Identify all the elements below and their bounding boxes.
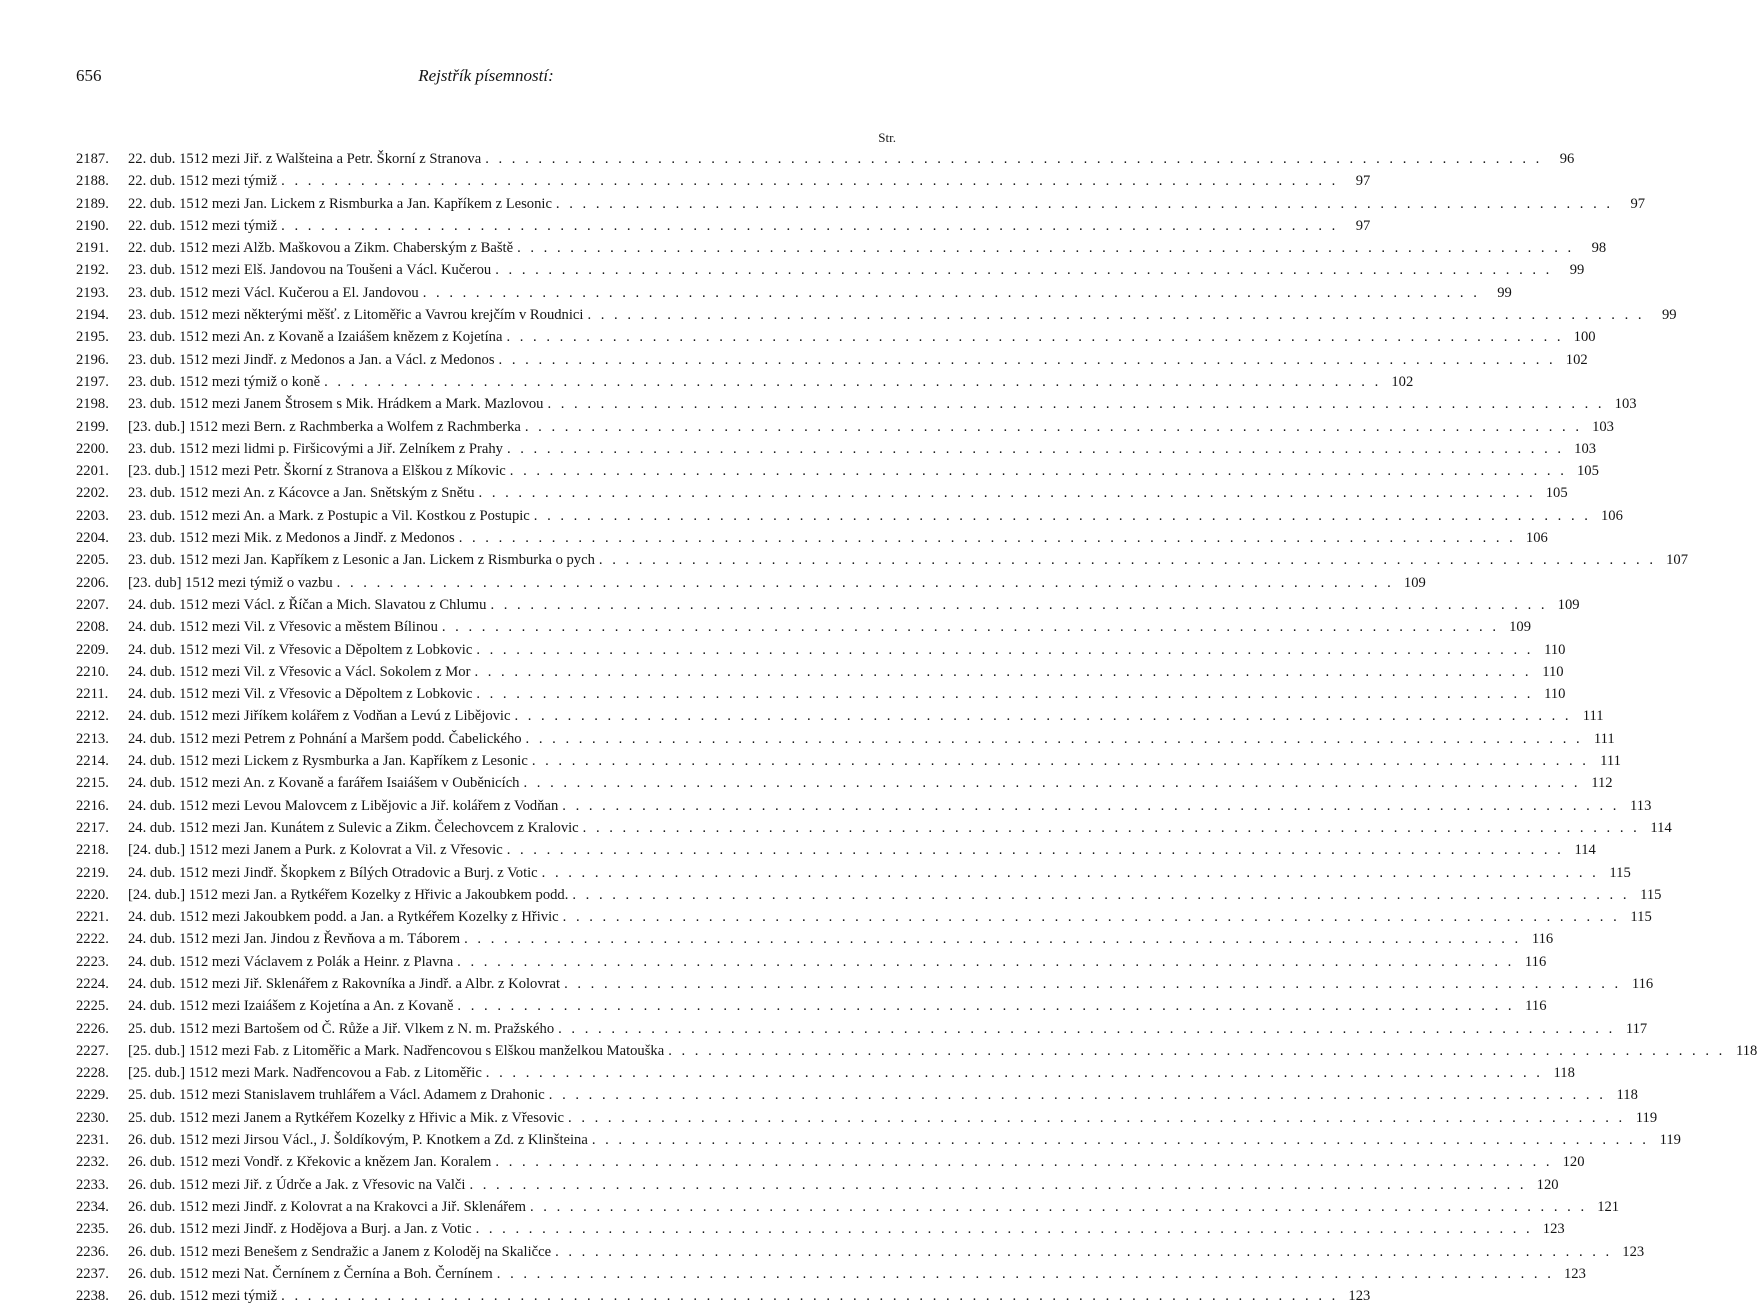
entry-page-number: 123 <box>1622 1243 1645 1260</box>
entry-page-number: 116 <box>1631 975 1654 992</box>
dot-leader <box>559 906 1620 928</box>
dot-leader <box>526 1196 1587 1218</box>
entry-page-number: 119 <box>1635 1109 1658 1126</box>
entry-description: 23. dub. 1512 mezi týmiž o koně <box>128 373 321 390</box>
entry-number: 2203. <box>76 507 109 524</box>
dot-leader <box>513 237 1574 259</box>
entry-page-number: 102 <box>1391 373 1414 390</box>
entry-description: 24. dub. 1512 mezi Lickem z Rysmburka a Jan. Kapříkem z Lesonic <box>128 753 528 770</box>
dot-leader <box>528 750 1589 772</box>
entry-number: 2207. <box>76 596 109 613</box>
entry-page-number: 98 <box>1591 240 1607 257</box>
register-entry <box>76 928 1554 950</box>
entry-description: 22. dub. 1512 mezi Jan. Lickem z Rismburka a Jan. Kapříkem z Lesonic <box>128 195 552 212</box>
entry-number: 2209. <box>76 641 109 658</box>
entry-page-number: 120 <box>1536 1176 1559 1193</box>
dot-leader <box>503 438 1564 460</box>
entry-number: 2232. <box>76 1154 109 1171</box>
dot-leader <box>481 148 1542 170</box>
entry-number: 2231. <box>76 1132 109 1149</box>
page-header <box>76 66 896 90</box>
entry-number: 2200. <box>76 440 109 457</box>
register-entry <box>76 282 1512 304</box>
dot-leader <box>521 416 1582 438</box>
dot-leader <box>538 862 1599 884</box>
register-entry <box>76 884 1662 906</box>
register-entry <box>76 237 1607 259</box>
register-entry <box>76 1107 1658 1129</box>
register-entry <box>76 1129 1681 1151</box>
register-entry <box>76 482 1568 504</box>
register-entry <box>76 1040 1757 1062</box>
dot-leader <box>558 795 1619 817</box>
entry-number: 2190. <box>76 217 109 234</box>
entry-page-number: 99 <box>1569 262 1585 279</box>
entry-description: 24. dub. 1512 mezi Jiříkem kolářem z Vodňan a Levú z Libějovic <box>128 708 511 725</box>
entry-page-number: 106 <box>1601 507 1623 524</box>
entry-description: 23. dub. 1512 mezi Václ. Kučerou a El. Jandovou <box>128 284 419 301</box>
entry-description: 26. dub. 1512 mezi Jindř. z Kolovrat a na Krakovci a Jiř. Sklenářem <box>128 1198 526 1215</box>
register-entry <box>76 215 1371 237</box>
register-list <box>76 148 1757 1307</box>
entry-description: [24. dub.] 1512 mezi Janem a Purk. z Kolovrat a Vil. z Vřesovic <box>128 842 503 859</box>
dot-leader <box>277 215 1338 237</box>
entry-page-number: 99 <box>1661 307 1677 324</box>
entry-number: 2224. <box>76 975 109 992</box>
entry-page-number: 113 <box>1630 797 1652 814</box>
dot-leader <box>475 482 1536 504</box>
entry-number: 2198. <box>76 396 109 413</box>
entry-description: 24. dub. 1512 mezi Vil. z Vřesovic a Děpoltem z Lobkovic <box>128 686 473 703</box>
entry-page-number: 105 <box>1545 485 1568 502</box>
entry-description: 25. dub. 1512 mezi Janem a Rytkéřem Kozelky z Hřivic a Mik. z Vřesovic <box>128 1109 565 1126</box>
dot-leader <box>472 1218 1533 1240</box>
entry-number: 2205. <box>76 552 109 569</box>
dot-leader <box>277 170 1338 192</box>
entry-number: 2235. <box>76 1221 109 1238</box>
entry-number: 2212. <box>76 708 109 725</box>
dot-leader <box>568 884 1629 906</box>
entry-number: 2194. <box>76 307 109 324</box>
entry-number: 2217. <box>76 819 109 836</box>
register-entry <box>76 572 1426 594</box>
entry-number: 2227. <box>76 1042 109 1059</box>
entry-description: [25. dub.] 1512 mezi Fab. z Litoměřic a Mark. Nadřencovou s Elškou manželkou Matouška <box>128 1042 665 1059</box>
entry-number: 2191. <box>76 240 109 257</box>
entry-page-number: 114 <box>1574 842 1596 859</box>
register-entry <box>76 772 1613 794</box>
entry-number: 2233. <box>76 1176 109 1193</box>
dot-leader <box>588 1129 1649 1151</box>
register-entry <box>76 326 1596 348</box>
register-entry <box>76 349 1588 371</box>
entry-description: 24. dub. 1512 mezi Jiř. Sklenářem z Rakovníka a Jindř. a Albr. z Kolovrat <box>128 975 561 992</box>
entry-number: 2228. <box>76 1065 109 1082</box>
dot-leader <box>482 1062 1543 1084</box>
entry-page-number: 111 <box>1600 753 1621 770</box>
register-entry <box>76 1151 1585 1173</box>
entry-number: 2188. <box>76 173 109 190</box>
entry-number: 2225. <box>76 998 109 1015</box>
dot-leader <box>460 928 1521 950</box>
entry-description: 24. dub. 1512 mezi Jan. Kunátem z Sulevic a Zikm. Čelechovcem z Kralovic <box>128 819 579 836</box>
entry-description: 24. dub. 1512 mezi Izaiášem z Kojetína a An. z Kovaně <box>128 998 454 1015</box>
entry-description: 26. dub. 1512 mezi Jirsou Václ., J. Šoldíkovým, P. Knotkem a Zd. z Klinšteina <box>128 1132 588 1149</box>
register-entry <box>76 1263 1586 1285</box>
dot-leader <box>333 572 1394 594</box>
entry-number: 2201. <box>76 463 109 480</box>
entry-page-number: 109 <box>1509 619 1531 636</box>
dot-leader <box>506 460 1567 482</box>
entry-description: 23. dub. 1512 mezi An. z Kácovce a Jan. Snětským z Snětu <box>128 485 475 502</box>
entry-description: 24. dub. 1512 mezi Petrem z Pohnání a Maršem podd. Čabelického <box>128 730 522 747</box>
register-entry <box>76 460 1599 482</box>
entry-number: 2197. <box>76 373 109 390</box>
register-entry <box>76 683 1566 705</box>
entry-page-number: 123 <box>1348 1288 1371 1305</box>
entry-number: 2204. <box>76 530 109 547</box>
entry-page-number: 115 <box>1609 864 1631 881</box>
dot-leader <box>495 349 1556 371</box>
running-title: Rejstřík písemností: <box>418 66 554 85</box>
entry-page-number: 105 <box>1576 463 1599 480</box>
entry-description: [23. dub] 1512 mezi týmiž o vazbu <box>128 574 333 591</box>
dot-leader <box>522 728 1583 750</box>
dot-leader <box>664 1040 1725 1062</box>
register-entry <box>76 416 1614 438</box>
entry-description: 23. dub. 1512 mezi An. a Mark. z Postupic a Vil. Kostkou z Postupic <box>128 507 530 524</box>
entry-page-number: 118 <box>1616 1087 1638 1104</box>
entry-description: [23. dub.] 1512 mezi Bern. z Rachmberka a Wolfem z Rachmberka <box>128 418 521 435</box>
entry-description: 24. dub. 1512 mezi Václ. z Říčan a Mich. Slavatou z Chlumu <box>128 596 487 613</box>
entry-number: 2216. <box>76 797 109 814</box>
entry-page-number: 99 <box>1497 284 1512 301</box>
register-entry <box>76 371 1414 393</box>
dot-leader <box>493 1263 1554 1285</box>
dot-leader <box>551 1241 1612 1263</box>
register-entry <box>76 1218 1565 1240</box>
entry-description: 25. dub. 1512 mezi Stanislavem truhlářem a Václ. Adamem z Drahonic <box>128 1087 545 1104</box>
register-entry <box>76 639 1566 661</box>
register-entry <box>76 906 1652 928</box>
register-entry <box>76 750 1621 772</box>
register-entry <box>76 193 1646 215</box>
page-column-heading: Str. <box>878 130 896 145</box>
entry-number: 2210. <box>76 663 109 680</box>
entry-description: 23. dub. 1512 mezi Jan. Kapříkem z Lesonic a Jan. Lickem z Rismburka o pych <box>128 552 595 569</box>
entry-description: 23. dub. 1512 mezi lidmi p. Firšicovými a Jiř. Zelníkem z Prahy <box>128 440 503 457</box>
entry-description: 26. dub. 1512 mezi Jiř. z Údrče a Jak. z Vřesovic na Valči <box>128 1176 466 1193</box>
register-entry <box>76 817 1672 839</box>
register-entry <box>76 527 1548 549</box>
entry-number: 2195. <box>76 329 109 346</box>
entry-page-number: 114 <box>1650 819 1672 836</box>
register-entry <box>76 839 1596 861</box>
entry-page-number: 116 <box>1525 998 1547 1015</box>
entry-description: 22. dub. 1512 mezi týmiž <box>128 173 278 190</box>
dot-leader <box>502 326 1563 348</box>
dot-leader <box>579 817 1640 839</box>
entry-number: 2193. <box>76 284 109 301</box>
entry-number: 2218. <box>76 842 109 859</box>
entry-page-number: 120 <box>1562 1154 1585 1171</box>
dot-leader <box>510 705 1571 727</box>
entry-description: 25. dub. 1512 mezi Bartošem od Č. Růže a Jiř. Vlkem z N. m. Pražského <box>128 1020 555 1037</box>
register-entry <box>76 393 1637 415</box>
entry-page-number: 119 <box>1659 1132 1681 1149</box>
register-entry <box>76 1241 1645 1263</box>
register-entry <box>76 1084 1638 1106</box>
entry-page-number: 123 <box>1563 1265 1586 1282</box>
dot-leader <box>491 1151 1552 1173</box>
register-entry <box>76 148 1575 170</box>
entry-page-number: 97 <box>1630 195 1646 212</box>
register-entry <box>76 1285 1371 1307</box>
entry-number: 2187. <box>76 151 109 167</box>
entry-number: 2214. <box>76 753 109 770</box>
entry-description: 26. dub. 1512 mezi Nat. Černínem z Černína a Boh. Černínem <box>128 1265 493 1282</box>
entry-description: 23. dub. 1512 mezi Janem Štrosem s Mik. Hrádkem a Mark. Mazlovou <box>128 396 544 413</box>
dot-leader <box>320 371 1381 393</box>
entry-page-number: 112 <box>1591 775 1613 792</box>
entry-page-number: 97 <box>1355 173 1371 190</box>
entry-page-number: 118 <box>1735 1042 1757 1059</box>
entry-page-number: 103 <box>1614 396 1637 413</box>
entry-number: 2230. <box>76 1109 109 1126</box>
dot-leader <box>543 393 1604 415</box>
dot-leader <box>486 594 1547 616</box>
dot-leader <box>519 772 1580 794</box>
dot-leader <box>595 549 1656 571</box>
entry-number: 2199. <box>76 418 109 435</box>
entry-number: 2215. <box>76 775 109 792</box>
register-entry <box>76 438 1597 460</box>
entry-description: 24. dub. 1512 mezi Jan. Jindou z Řevňova a m. Táborem <box>128 931 461 948</box>
register-entry <box>76 862 1631 884</box>
register-entry <box>76 1196 1620 1218</box>
entry-description: [25. dub.] 1512 mezi Mark. Nadřencovou a Fab. z Litoměřic <box>128 1065 482 1082</box>
register-entry <box>76 995 1547 1017</box>
entry-page-number: 102 <box>1565 351 1588 368</box>
register-entry <box>76 505 1623 527</box>
entry-page-number: 115 <box>1630 909 1652 926</box>
entry-number: 2192. <box>76 262 109 279</box>
dot-leader <box>472 683 1533 705</box>
register-entry <box>76 728 1615 750</box>
entry-number: 2236. <box>76 1243 109 1260</box>
entry-number: 2221. <box>76 909 109 926</box>
entry-description: 22. dub. 1512 mezi Jiř. z Walšteina a Petr. Škorní z Stranova <box>128 151 482 167</box>
dot-leader <box>583 304 1644 326</box>
entry-page-number: 110 <box>1542 663 1564 680</box>
entry-number: 2202. <box>76 485 109 502</box>
entry-page-number: 118 <box>1553 1065 1575 1082</box>
entry-description: 24. dub. 1512 mezi Vil. z Vřesovic a Václ. Sokolem z Mor <box>128 663 471 680</box>
register-entry <box>76 973 1654 995</box>
entry-number: 2222. <box>76 931 109 948</box>
entry-page-number: 116 <box>1524 953 1547 970</box>
entry-description: [23. dub.] 1512 mezi Petr. Škorní z Stranova a Elškou z Míkovic <box>128 463 506 480</box>
entry-page-number: 111 <box>1593 730 1615 747</box>
entry-page-number: 103 <box>1592 418 1614 435</box>
entry-number: 2238. <box>76 1288 109 1305</box>
entry-page-number: 97 <box>1355 217 1371 234</box>
entry-number: 2213. <box>76 730 109 747</box>
register-entry <box>76 661 1564 683</box>
entry-description: 24. dub. 1512 mezi Jakoubkem podd. a Jan. a Rytkéřem Kozelky z Hřivic <box>128 909 559 926</box>
register-entry <box>76 549 1688 571</box>
dot-leader <box>560 973 1621 995</box>
entry-description: 23. dub. 1512 mezi některými měšť. z Litoměřic a Vavrou krejčím v Roudnici <box>128 307 584 324</box>
entry-description: 24. dub. 1512 mezi Vil. z Vřesovic a městem Bílinou <box>128 619 438 636</box>
entry-description: 23. dub. 1512 mezi Jindř. z Medonos a Jan. a Václ. z Medonos <box>128 351 495 368</box>
entry-description: 24. dub. 1512 mezi An. z Kovaně a farářem Isaiášem v Ouběnicích <box>128 775 520 792</box>
register-entry <box>76 795 1652 817</box>
dot-leader <box>530 505 1591 527</box>
entry-description: [24. dub.] 1512 mezi Jan. a Rytkéřem Kozelky z Hřivic a Jakoubkem podd. <box>128 886 569 903</box>
register-entry <box>76 594 1580 616</box>
register-entry <box>76 705 1604 727</box>
entry-page-number: 121 <box>1597 1198 1620 1215</box>
entry-page-number: 100 <box>1573 329 1596 346</box>
entry-description: 26. dub. 1512 mezi týmiž <box>128 1288 278 1305</box>
entry-description: 24. dub. 1512 mezi Vil. z Vřesovic a Děpoltem z Lobkovic <box>128 641 473 658</box>
entry-description: 26. dub. 1512 mezi Jindř. z Hodějova a Burj. a Jan. z Votic <box>128 1221 472 1238</box>
dot-leader <box>455 527 1516 549</box>
dot-leader <box>545 1084 1606 1106</box>
entry-page-number: 103 <box>1574 440 1597 457</box>
entry-page-number: 116 <box>1531 931 1554 948</box>
entry-number: 2223. <box>76 953 109 970</box>
dot-leader <box>453 995 1514 1017</box>
dot-leader <box>419 282 1480 304</box>
dot-leader <box>277 1285 1338 1307</box>
dot-leader <box>554 1018 1615 1040</box>
entry-number: 2219. <box>76 864 109 881</box>
entry-number: 2229. <box>76 1087 109 1104</box>
entry-page-number: 117 <box>1625 1020 1648 1037</box>
dot-leader <box>472 639 1533 661</box>
entry-description: 26. dub. 1512 mezi Benešem z Sendražic a Janem z Koloděj na Skaličce <box>128 1243 552 1260</box>
entry-page-number: 107 <box>1666 552 1688 569</box>
entry-number: 2196. <box>76 351 109 368</box>
page-number: 656 <box>76 66 102 85</box>
entry-description: 24. dub. 1512 mezi Levou Malovcem z Libějovic a Jiř. kolářem z Vodňan <box>128 797 559 814</box>
entry-description: 23. dub. 1512 mezi Mik. z Medonos a Jindř. z Medonos <box>128 530 455 547</box>
dot-leader <box>491 259 1552 281</box>
register-entry <box>76 304 1677 326</box>
entry-page-number: 111 <box>1582 708 1604 725</box>
entry-page-number: 96 <box>1559 151 1575 167</box>
entry-description: 26. dub. 1512 mezi Vondř. z Křekovic a knězem Jan. Koralem <box>128 1154 492 1171</box>
entry-number: 2226. <box>76 1020 109 1037</box>
entry-description: 24. dub. 1512 mezi Václavem z Polák a Heinr. z Plavna <box>128 953 454 970</box>
dot-leader <box>552 193 1613 215</box>
register-entry <box>76 1174 1559 1196</box>
dot-leader <box>453 951 1514 973</box>
entry-page-number: 110 <box>1544 641 1566 658</box>
dot-leader <box>503 839 1564 861</box>
register-entry <box>76 951 1547 973</box>
register-entry <box>76 616 1531 638</box>
dot-leader <box>465 1174 1526 1196</box>
register-entry <box>76 1062 1575 1084</box>
register-entry <box>76 1018 1648 1040</box>
entry-number: 2237. <box>76 1265 109 1282</box>
entry-page-number: 106 <box>1525 530 1548 547</box>
entry-number: 2220. <box>76 886 109 903</box>
dot-leader <box>470 661 1531 683</box>
dot-leader <box>438 616 1499 638</box>
entry-description: 24. dub. 1512 mezi Jindř. Škopkem z Bílých Otradovic a Burj. z Votic <box>128 864 538 881</box>
entry-number: 2206. <box>76 574 109 591</box>
entry-description: 22. dub. 1512 mezi Alžb. Maškovou a Zikm. Chaberským z Baště <box>128 240 514 257</box>
dot-leader <box>564 1107 1625 1129</box>
entry-page-number: 109 <box>1557 596 1580 613</box>
entry-description: 23. dub. 1512 mezi Elš. Jandovou na Toušeni a Václ. Kučerou <box>128 262 492 279</box>
register-entry <box>76 170 1371 192</box>
entry-page-number: 110 <box>1544 686 1566 703</box>
entry-page-number: 115 <box>1640 886 1662 903</box>
entry-number: 2234. <box>76 1198 109 1215</box>
register-entry <box>76 259 1585 281</box>
entry-number: 2189. <box>76 195 109 212</box>
entry-page-number: 123 <box>1542 1221 1565 1238</box>
entry-number: 2208. <box>76 619 109 636</box>
entry-description: 22. dub. 1512 mezi týmiž <box>128 217 278 234</box>
entry-description: 23. dub. 1512 mezi An. z Kovaně a Izaiášem knězem z Kojetína <box>128 329 503 346</box>
entry-page-number: 109 <box>1403 574 1426 591</box>
entry-number: 2211. <box>76 686 109 703</box>
